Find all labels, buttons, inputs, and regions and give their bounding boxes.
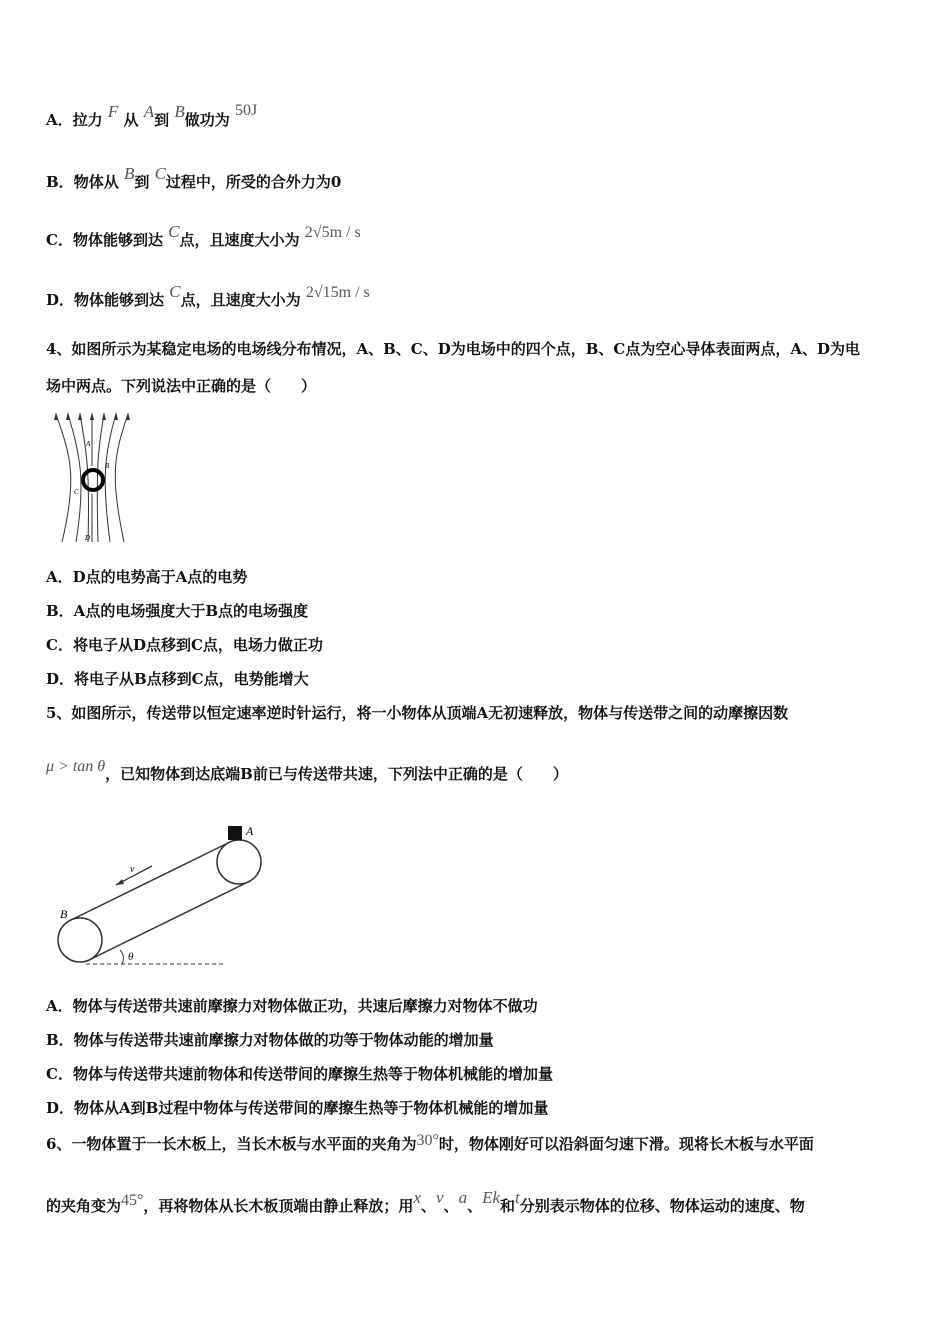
option-text: 到 [134, 173, 150, 191]
q6-text: ，再将物体从长木板顶端由静止释放；用 [143, 1197, 414, 1215]
option-text: 物体能够到达 [72, 231, 163, 249]
q5-stem-text: ，已知物体到达底端B前已与传送带共速，下列法中正确的是（ ） [105, 765, 568, 783]
option-text: 拉力 [72, 111, 103, 129]
q4-stem-line1: 4、如图所示为某稳定电场的电场线分布情况，A、B、C、D为电场中的四个点，B、C点为空心导体表面两点，A、D为电 [46, 340, 860, 358]
q5-stem-line2 [46, 758, 568, 785]
option-text: 物体能够到达 [74, 291, 165, 309]
option-label: C． [46, 231, 73, 249]
conveyor-belt-figure [56, 820, 266, 970]
q6-stem-line2 [46, 1188, 805, 1217]
hollow-conductor [83, 470, 103, 490]
separator: 、 [443, 1197, 459, 1215]
arrow-head [116, 879, 124, 885]
q5-stem-line1: 5、如图所示，传送带以恒定速率逆时针运行，将一小物体从顶端A无初速释放，物体与传送带之间的动摩擦因数 [46, 704, 789, 722]
angle-30: 30° [416, 1132, 439, 1149]
option-label: B． [46, 173, 74, 191]
math-var: B [174, 102, 185, 121]
math-var: F [107, 102, 119, 121]
option-text: 做功为 [184, 111, 230, 129]
bottom-pulley [58, 918, 102, 962]
speed-formula: 2√15m / s [305, 284, 370, 301]
q4-stem-line2: 场中两点。下列说法中正确的是（ ） [46, 377, 317, 395]
label-c: C [74, 488, 79, 496]
belt-lower [91, 881, 250, 959]
option-a-prev [46, 102, 258, 131]
angle-45: 45° [121, 1192, 144, 1209]
option-label: A． [46, 111, 73, 129]
q5-option-d: D．物体从A到B过程中物体与传送带间的摩擦生热等于物体机械能的增加量 [46, 1099, 549, 1117]
math-var: A [143, 102, 155, 121]
option-text: 到 [154, 111, 170, 129]
separator: 、 [420, 1197, 436, 1215]
option-c-prev [46, 222, 361, 251]
option-text: 物体从 [73, 173, 119, 191]
q5-option-b: B．物体与传送带共速前摩擦力对物体做的功等于物体动能的增加量 [46, 1031, 494, 1049]
symbol-t: t [515, 1188, 520, 1207]
q6-text: 6、一物体置于一长木板上，当长木板与水平面的夹角为 [46, 1135, 417, 1153]
label-d: D [85, 534, 91, 542]
field-line [68, 414, 81, 542]
option-label: D． [46, 291, 75, 309]
label-b: B [60, 907, 68, 921]
q5-option-a: A．物体与传送带共速前摩擦力对物体做正功，共速后摩擦力对物体不做功 [46, 997, 538, 1015]
q6-text: 和 [500, 1197, 516, 1215]
symbol-ek: Ek [482, 1188, 501, 1207]
label-v: v [130, 864, 135, 875]
speed-formula: 2√5m / s [304, 224, 361, 241]
belt-upper [69, 843, 228, 921]
block-a [228, 826, 242, 840]
angle-arc [120, 950, 123, 964]
option-d-prev [46, 282, 370, 311]
field-line [105, 414, 116, 542]
option-text: 从 [123, 111, 139, 129]
math-value: 50J [235, 102, 258, 119]
label-theta: θ [128, 951, 134, 963]
q4-option-b: B．A点的电场强度大于B点的电场强度 [46, 602, 308, 620]
label-a: A [246, 824, 254, 838]
math-var: C [168, 222, 180, 241]
symbol-a: a [458, 1188, 468, 1207]
field-line [56, 414, 71, 542]
field-line [115, 414, 128, 542]
top-pulley [217, 840, 261, 884]
symbol-x: x [413, 1188, 421, 1207]
math-var: C [154, 164, 166, 183]
math-var: B [123, 164, 135, 183]
q6-stem-line1 [46, 1134, 814, 1155]
option-b-prev [46, 164, 342, 192]
q4-option-c: C．将电子从D点移到C点，电场力做正功 [46, 636, 323, 654]
label-a: A [86, 440, 91, 448]
math-var: C [169, 282, 181, 301]
label-b: B [105, 462, 110, 470]
option-text: 点，且速度大小为 [179, 231, 300, 249]
q4-option-a: A．D点的电势高于A点的电势 [46, 568, 248, 586]
q6-text: 分别表示物体的位移、物体运动的速度、物 [519, 1197, 805, 1215]
symbol-v: v [436, 1188, 444, 1207]
separator: 、 [467, 1197, 483, 1215]
q5-option-c: C．物体与传送带共速前物体和传送带间的摩擦生热等于物体机械能的增加量 [46, 1065, 553, 1083]
q6-text: 的夹角变为 [46, 1197, 122, 1215]
option-text: 点，且速度大小为 [180, 291, 301, 309]
q6-text: 时，物体刚好可以沿斜面匀速下滑。现将长木板与水平面 [438, 1135, 814, 1153]
electric-field-figure [52, 410, 142, 546]
option-text: 过程中，所受的合外力为0 [165, 173, 342, 191]
friction-condition: μ > tan θ [46, 758, 106, 775]
q4-option-d: D．将电子从B点移到C点，电势能增大 [46, 670, 309, 688]
